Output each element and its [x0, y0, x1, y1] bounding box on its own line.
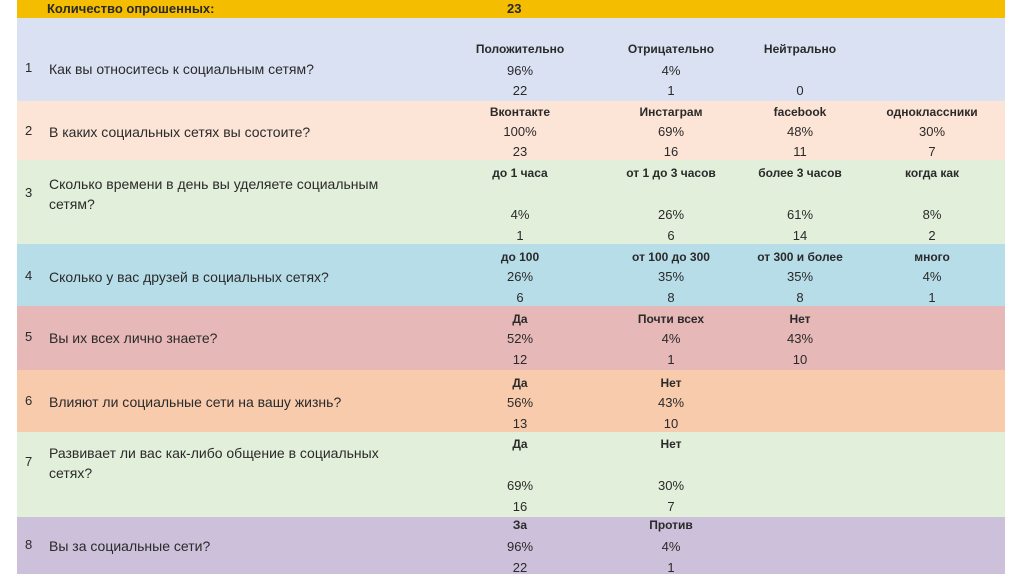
answer-header: Нет — [660, 437, 682, 451]
answer-count: 8 — [667, 290, 675, 305]
answer-header: Отрицательно — [627, 42, 715, 56]
answer-percent: 8% — [922, 207, 942, 222]
answer-header: одноклассники — [886, 105, 978, 119]
question-row — [17, 244, 1005, 306]
answer-percent: 26% — [506, 269, 534, 284]
question-text: Влияют ли социальные сети на вашу жизнь? — [49, 394, 342, 410]
answer-header: Да — [512, 437, 528, 451]
answer-percent: 96% — [506, 63, 534, 78]
question-row — [17, 432, 1005, 517]
answer-header: Против — [649, 518, 693, 532]
answer-count: 8 — [796, 290, 804, 305]
question-number: 1 — [25, 60, 33, 75]
question-row — [17, 517, 1005, 574]
respondents-header — [17, 0, 1005, 18]
answer-percent: 100% — [503, 124, 537, 139]
answer-count: 16 — [663, 144, 679, 159]
question-number: 7 — [25, 454, 33, 469]
question-number: 2 — [25, 123, 33, 138]
answer-header: Да — [512, 376, 528, 390]
answer-count: 7 — [667, 499, 675, 514]
question-row — [17, 101, 1005, 160]
answer-header: много — [914, 250, 950, 264]
answer-count: 0 — [796, 83, 804, 98]
answer-percent: 35% — [657, 269, 685, 284]
question-row — [17, 370, 1005, 432]
answer-header: до 1 часа — [492, 166, 548, 180]
answer-count: 6 — [667, 228, 675, 243]
answer-header: Нейтрально — [763, 42, 837, 56]
answer-count: 1 — [928, 290, 936, 305]
question-text: Развивает ли вас как-либо общение в социальных сетях? — [49, 445, 379, 481]
answer-header: до 100 — [500, 250, 540, 264]
question-number: 8 — [25, 537, 33, 552]
answer-percent: 4% — [661, 63, 681, 78]
answer-header: Положительно — [475, 42, 565, 56]
respondents-count: 23 — [507, 1, 522, 16]
answer-header: когда как — [904, 166, 960, 180]
answer-percent: 52% — [506, 331, 534, 346]
answer-header: Почти всех — [637, 312, 705, 326]
answer-count: 1 — [667, 83, 675, 98]
question-text: Вы их всех лично знаете? — [49, 330, 218, 346]
answer-header: facebook — [773, 105, 827, 119]
question-row — [17, 306, 1005, 370]
answer-percent: 61% — [786, 207, 814, 222]
answer-header: более 3 часов — [758, 166, 842, 180]
answer-percent: 4% — [510, 207, 530, 222]
answer-header: Инстаграм — [639, 105, 703, 119]
answer-percent: 30% — [918, 124, 946, 139]
answer-percent: 69% — [657, 124, 685, 139]
answer-count: 13 — [512, 416, 528, 431]
answer-header: Нет — [789, 312, 811, 326]
answer-percent: 4% — [661, 539, 681, 554]
answer-count: 10 — [792, 352, 808, 367]
answer-header: от 1 до 3 часов — [626, 166, 716, 180]
answer-percent: 26% — [657, 207, 685, 222]
answer-count: 1 — [516, 228, 524, 243]
answer-header: от 300 и более — [757, 250, 843, 264]
answer-header: Нет — [660, 376, 682, 390]
answer-count: 22 — [512, 560, 528, 575]
answer-count: 2 — [928, 228, 936, 243]
question-number: 3 — [25, 185, 33, 200]
answer-count: 22 — [512, 83, 528, 98]
answer-count: 11 — [793, 144, 807, 159]
question-text: Сколько времени в день вы уделяете социальным сетям? — [49, 176, 379, 212]
question-text: Как вы относитесь к социальным сетям? — [49, 61, 314, 77]
question-number: 4 — [25, 268, 33, 283]
answer-header: За — [512, 518, 528, 532]
question-text: В каких социальных сетях вы состоите? — [49, 124, 311, 140]
question-text: Вы за социальные сети? — [49, 538, 211, 554]
answer-percent: 69% — [506, 478, 534, 493]
answer-count: 6 — [516, 290, 524, 305]
question-text: Сколько у вас друзей в социальных сетях? — [49, 269, 329, 285]
answer-percent: 96% — [506, 539, 534, 554]
answer-count: 14 — [792, 228, 808, 243]
survey-table — [17, 0, 1005, 574]
answer-percent: 43% — [657, 395, 685, 410]
respondents-label: Количество опрошенных: — [47, 1, 215, 16]
answer-percent: 35% — [786, 269, 814, 284]
answer-percent: 30% — [657, 478, 685, 493]
answer-percent: 48% — [786, 124, 814, 139]
question-number: 6 — [25, 393, 33, 408]
answer-count: 10 — [663, 416, 679, 431]
answer-header: от 100 до 300 — [632, 250, 710, 264]
answer-count: 23 — [512, 144, 528, 159]
question-row — [17, 18, 1005, 101]
answer-percent: 43% — [786, 331, 814, 346]
answer-count: 16 — [512, 499, 528, 514]
answer-count: 7 — [928, 144, 936, 159]
answer-header: Да — [512, 312, 528, 326]
answer-percent: 56% — [506, 395, 534, 410]
answer-count: 12 — [512, 352, 528, 367]
answer-percent: 4% — [922, 269, 942, 284]
answer-header: Вконтакте — [489, 105, 551, 119]
question-number: 5 — [25, 329, 33, 344]
answer-count: 1 — [667, 560, 675, 575]
question-row — [17, 160, 1005, 244]
answer-count: 1 — [667, 352, 675, 367]
answer-percent: 4% — [661, 331, 681, 346]
